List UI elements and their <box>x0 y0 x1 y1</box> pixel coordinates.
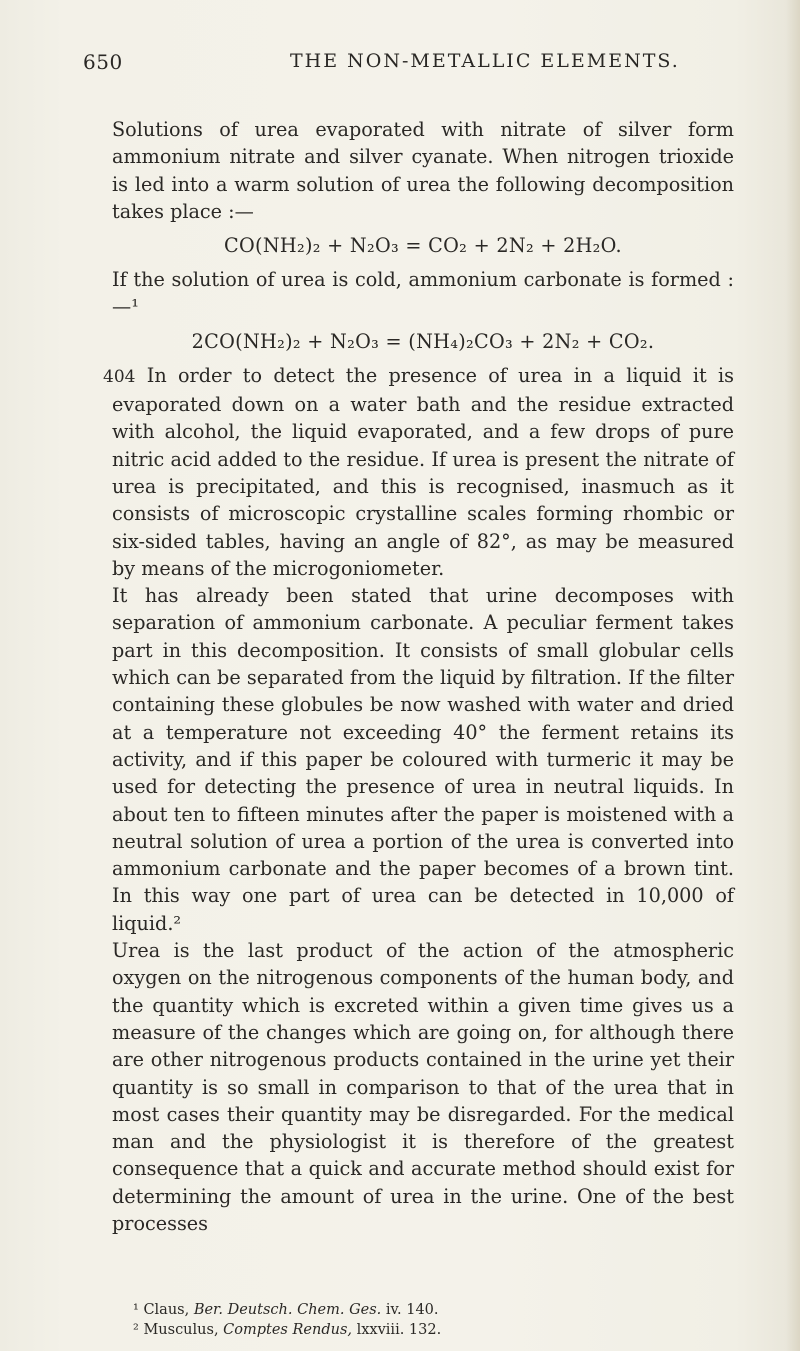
footnote-author: Claus, <box>143 1302 190 1318</box>
paragraph-detection <box>103 362 734 582</box>
equation-nitrogen-trioxide-warm: CO(NH₂)₂ + N₂O₃ = CO₂ + 2N₂ + 2H₂O. <box>224 234 622 258</box>
paragraph-detection-text: In order to detect the presence of urea in a liquid it is evaporated down on a water bath and the residue extracted with alcohol, the liquid evaporated, and a few drops of pure nitric acid added to the residue. If urea is present the nitrate of urea is precipitated, and this is recognised, inasmuch as it consists of microscopic crystalline scales forming rhombic or six-sided tables, having an angle of 82°, as may be measured by means of the microgoniometer. <box>112 363 734 580</box>
footnote-reference: Comptes Rendus, <box>223 1322 352 1338</box>
paragraph-atmospheric-oxygen: Urea is the last product of the action of the atmospheric oxygen on the nitrogenous components of the human body, and the quantity which is excreted within a given time gives us a measure of the changes which are going on, for although there are other nitrogenous products contained in the urine yet their quantity is so small in comparison to that of the urea that in most cases their quantity may be disregarded. For the medical man and the physiologist it is therefore of the greatest consequence that a quick and accurate method should exist for determining the amount of urea in the urine. One of the best processes <box>112 939 734 1235</box>
page-edge-shadow <box>786 0 800 1351</box>
page-number: 650 <box>83 50 123 74</box>
footnote-mark: ¹ <box>133 1302 139 1318</box>
footnote-1 <box>133 1300 733 1320</box>
paragraph-silver-nitrate: Solutions of urea evaporated with nitrate of silver form ammonium nitrate and silver cyanate. When nitrogen trioxide is led into a warm solution of urea the following decomposition takes place :— <box>112 118 734 223</box>
page-header <box>83 50 723 76</box>
footnote-author: Musculus, <box>143 1322 219 1338</box>
paragraph-cold-solution: If the solution of urea is cold, ammonium carbonate is formed :—¹ <box>112 268 734 319</box>
footnote-2 <box>133 1320 733 1340</box>
footnotes <box>133 1300 733 1340</box>
body-text <box>103 116 734 1237</box>
footnote-location: iv. 140. <box>385 1302 439 1318</box>
footnote-reference: Ber. Deutsch. Chem. Ges. <box>193 1302 382 1318</box>
running-title: THE NON-METALLIC ELEMENTS. <box>290 50 680 72</box>
footnote-location: lxxviii. 132. <box>356 1322 442 1338</box>
paragraph-ferment: It has already been stated that urine decomposes with separation of ammonium carbonate. A peculiar ferment takes part in this decomposition. It consists of small globular cells which can be separated from the liquid by filtration. If the filter containing these globules be now washed with water and dried at a temperature not exceeding 40° the ferment retains its activity, and if this paper be coloured with turmeric it may be used for detecting the presence of urea in neutral liquids. In about ten to fifteen minutes after the paper is moistened with a neutral solution of urea a portion of the urea is converted into ammonium carbonate and the paper becomes of a brown tint. In this way one part of urea can be detected in 10,000 of liquid.² <box>112 584 734 935</box>
section-number: 404 <box>103 366 136 387</box>
footnote-mark: ² <box>133 1322 139 1338</box>
equation-ammonium-carbonate: 2CO(NH₂)₂ + N₂O₃ = (NH₄)₂CO₃ + 2N₂ + CO₂. <box>191 329 655 353</box>
